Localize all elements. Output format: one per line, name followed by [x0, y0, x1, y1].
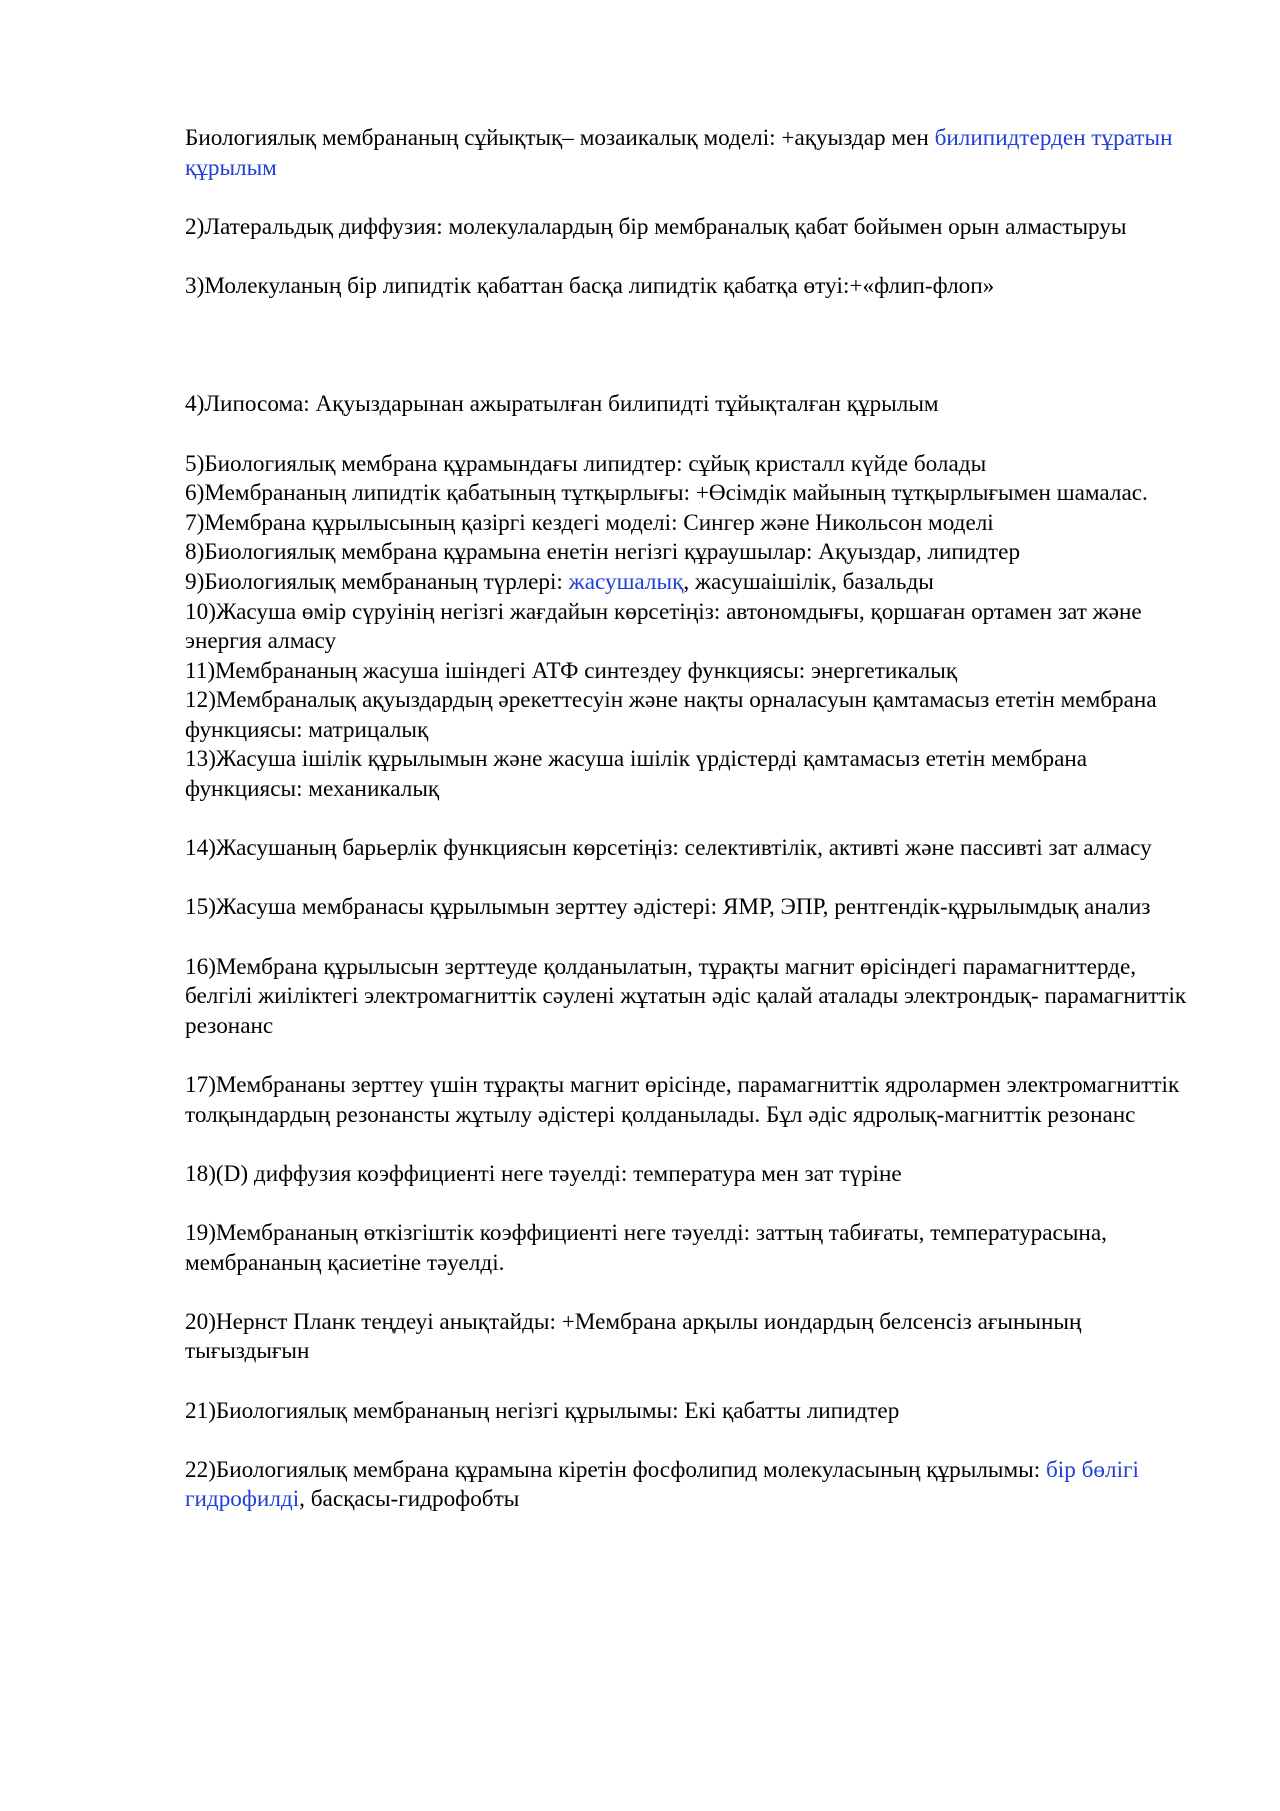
item-1-link[interactable]: билипидтерден тұратын құрылым — [185, 125, 1173, 181]
item-11: 11)Мембрананың жасуша ішіндегі АТФ синтездеу функциясы: энергетикалық — [185, 657, 958, 684]
item-6: 6)Мембрананың липидтік қабатының тұтқырлығы: +Өсімдік майының тұтқырлығымен шамалас. — [185, 480, 1148, 507]
item-22-tail: , басқасы-гидрофобты — [299, 1486, 520, 1513]
item-22 — [185, 1456, 1195, 1515]
item-15: 15)Жасуша мембранасы құрылымын зерттеу әдістері: ЯМР, ЭПР, рентгендік-құрылымдық анализ — [185, 894, 1151, 921]
item-16: 16)Мембрана құрылысын зерттеуде қолданылатын, тұрақты магнит өрісіндегі парамагниттерде, белгілі жиіліктегі электромагниттік сәулені жұтатын әдіс қалай аталады электрондық- парамагниттік резонанс — [185, 953, 1187, 1039]
document-page — [185, 124, 1195, 1515]
item-17: 17)Мембрананы зерттеу үшін тұрақты магнит өрісінде, парамагниттік ядролармен электромагниттік толқындардың резонансты жұтылу әдістері қолданылады. Бұл әдіс ядролық-магниттік резонанс — [185, 1072, 1180, 1128]
item-21: 21)Биологиялық мембрананың негізгі құрылымы: Екі қабатты липидтер — [185, 1397, 900, 1424]
item-14: 14)Жасушаның барьерлік функциясын көрсетіңіз: селективтілік, активті және пассивті зат алмасу — [185, 835, 1152, 862]
item-9-link[interactable]: жасушалық — [568, 568, 684, 595]
item-9-tail: , жасушаішілік, базальды — [683, 568, 934, 595]
item-22-link[interactable]: бір бөлігі гидрофилді — [185, 1456, 1139, 1513]
item-12: 12)Мембраналық ақуыздардың әрекеттесуін және нақты орналасуын қамтамасыз ететін мембрана функциясы: матрицалық — [185, 687, 1157, 743]
item-13: 13)Жасуша ішілік құрылымын және жасуша ішілік үрдістерді қамтамасыз ететін мембрана функциясы: механикалық — [185, 746, 1088, 803]
item-9-text: 9)Биологиялық мембрананың түрлері: — [185, 568, 569, 595]
item-7: 7)Мембрана құрылысының қазіргі кездегі моделі: Сингер және Никольсон моделі — [185, 509, 994, 536]
item-1-text: Биологиялық мембрананың сұйықтық– мозаикалық моделі: +ақуыздар мен — [185, 125, 935, 151]
item-19: 19)Мембрананың өткізгіштік коэффициенті неге тәуелді: заттың табиғаты, температурасына, мембрананың қасиетіне тәуелді. — [185, 1219, 1107, 1276]
item-22-text: 22)Биологиялық мембрана құрамына кіретін фосфолипид молекуласының құрылымы: — [185, 1456, 1046, 1483]
item-4: 4)Липосома: Ақуыздарынан ажыратылған билипидті тұйықталған құрылым — [185, 391, 939, 418]
item-3: 3)Молекуланың бір липидтік қабаттан басқа липидтік қабатқа өтуі:+«флип-флоп» — [185, 272, 995, 299]
item-1 — [185, 124, 1195, 183]
item-5: 5)Биологиялық мембрана құрамындағы липидтер: сұйық кристалл күйде болады — [185, 450, 987, 477]
item-20: 20)Нернст Планк теңдеуі анықтайды: +Мембрана арқылы иондардың белсенсіз ағынының тығыздығын — [185, 1308, 1082, 1365]
item-8: 8)Биологиялық мембрана құрамына енетін негізгі құраушылар: Ақуыздар, липидтер — [185, 539, 1021, 566]
item-9 — [185, 568, 1195, 598]
item-18: 18)(D) диффузия коэффициенті неге тәуелді: температура мен зат түріне — [185, 1160, 902, 1187]
item-10: 10)Жасуша өмір сүруінің негізгі жағдайын көрсетіңіз: автономдығы, қоршаған ортамен зат және энергия алмасу — [185, 598, 1142, 655]
item-2: 2)Латеральдық диффузия: молекулалардың бір мембраналық қабат бойымен орын алмастыруы — [185, 213, 1127, 240]
